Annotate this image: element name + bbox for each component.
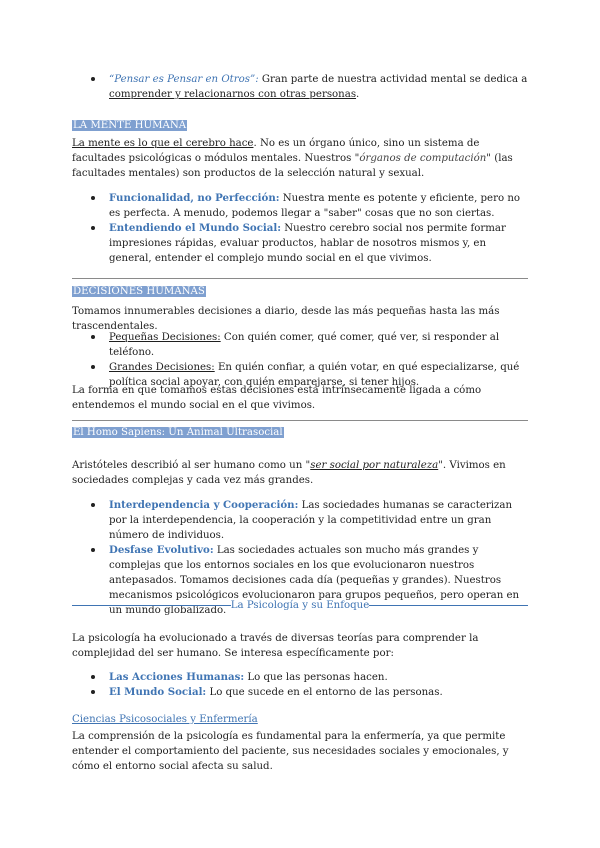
mente-bullet-list xyxy=(72,191,530,266)
italic-quote: ser social por naturaleza xyxy=(310,460,439,471)
paragraph-text-end: ". Vivimos en sociedades complejas y cada vez más grandes. xyxy=(72,460,506,486)
paragraph-text: . No es un órgano único, sino un sistema de facultades psicológicas o módulos mentales. Nuestros " xyxy=(72,138,480,164)
list-item xyxy=(72,191,530,221)
bullet-text: Gran parte de nuestra actividad mental se dedica a xyxy=(258,74,528,85)
section-heading-sapiens xyxy=(72,425,530,440)
paragraph-text-end: " (las facultades mentales) son productos de la selección natural y sexual. xyxy=(72,153,513,179)
bullet-dot-icon xyxy=(91,675,95,679)
underlined-phrase: comprender y relacionarnos con otras personas xyxy=(109,89,357,100)
section-heading-decisiones xyxy=(72,284,530,299)
bullet-dot-icon xyxy=(91,196,95,200)
bullet-text-end: . xyxy=(356,89,360,100)
bullet-text: Las sociedades actuales son mucho más grandes y complejas que los entornos sociales en los que evolucionaron nuestros antepasados. Tomamos decisiones cada día (pequeñas y grandes). Nuestros mecanismos psicológicos evolucionaron para grupos pequeños, pero operan en un mundo globalizado. xyxy=(109,545,520,616)
bullet-text: En quién confiar, a quién votar, en qué especializarse, qué política social apoyar, con quién emparejarse, si tener hijos. xyxy=(109,362,520,388)
bullet-text: Nuestra mente es potente y eficiente, pero no es perfecta. A menudo, podemos llegar a "saber" cosas que no son ciertas. xyxy=(109,193,521,219)
bullet-term: Funcionalidad, no Perfección: xyxy=(109,192,280,204)
section-heading-enfermeria xyxy=(72,712,530,727)
paragraph-decisiones-closing: La forma en que tomamos estas decisiones está intrínsecamente ligada a cómo entendemos el mundo social en el que vivimos. xyxy=(72,385,482,411)
italic-term: órganos de computación xyxy=(359,153,487,164)
paragraph-text: Aristóteles describió al ser humano como un " xyxy=(72,460,311,471)
decisiones-bullet-list xyxy=(72,330,530,390)
heading-text: La Psicología y su Enfoque xyxy=(230,600,370,611)
bullet-term: Pequeñas Decisiones: xyxy=(109,332,221,343)
bullet-dot-icon xyxy=(91,77,95,81)
bullet-term: Entendiendo el Mundo Social: xyxy=(109,222,282,234)
bullet-text: Nuestro cerebro social nos permite formar impresiones rápidas, evaluar productos, hablar de nosotros mismos y, en general, entender el complejo mundo social en el que vivimos. xyxy=(109,223,506,264)
bullet-text: Lo que sucede en el entorno de las personas. xyxy=(206,687,443,698)
bullet-term: Las Acciones Humanas: xyxy=(109,671,245,683)
bullet-term: El Mundo Social: xyxy=(109,686,207,698)
list-item xyxy=(72,72,530,102)
paragraph-mente xyxy=(72,136,530,181)
highlighted-heading: DECISIONES HUMANAS xyxy=(73,286,205,297)
bullet-term: Grandes Decisiones: xyxy=(109,362,215,373)
highlighted-heading: El Homo Sapiens: Un Animal Ultrasocial xyxy=(73,427,283,438)
heading-line-left xyxy=(72,605,231,606)
section-heading-mente xyxy=(72,118,530,133)
bullet-term: “Pensar es Pensar en Otros”: xyxy=(109,74,259,85)
list-item xyxy=(72,330,530,360)
bullet-text: Las sociedades humanas se caracterizan por la interdependencia, la cooperación y la competitividad entre un gran número de individuos. xyxy=(109,500,513,541)
enfoque-bullet-list xyxy=(72,670,530,700)
bullet-dot-icon xyxy=(91,226,95,230)
underlined-lead: La mente es lo que el cerebro hace xyxy=(72,138,254,149)
bullet-dot-icon xyxy=(91,503,95,507)
bullet-text: Lo que las personas hacen. xyxy=(244,672,388,683)
bullet-dot-icon xyxy=(91,548,95,552)
bullet-text: Con quién comer, qué comer, qué ver, si responder al teléfono. xyxy=(109,332,500,358)
bullet-term: Desfase Evolutivo: xyxy=(109,544,214,556)
bullet-dot-icon xyxy=(91,335,95,339)
underlined-heading: Ciencias Psicosociales y Enfermería xyxy=(72,714,258,725)
list-item xyxy=(72,670,530,685)
section-divider xyxy=(72,278,528,279)
heading-line-right xyxy=(369,605,528,606)
paragraph-enfermeria: La comprensión de la psicología es fundamental para la enfermería, ya que permite entender el comportamiento del paciente, sus necesidades sociales y emocionales, y cómo el entorno social afecta su salud. xyxy=(72,731,509,772)
paragraph-decisiones-intro: Tomamos innumerables decisiones a diario, desde las más pequeñas hasta las más trascendentales. xyxy=(72,306,500,332)
section-divider xyxy=(72,420,528,421)
section-heading-enfoque xyxy=(72,598,528,613)
intro-bullet-list xyxy=(72,72,530,102)
paragraph-sapiens xyxy=(72,458,530,488)
paragraph-enfoque-intro: La psicología ha evolucionado a través de diversas teorías para comprender la complejidad del ser humano. Se interesa específicamente por: xyxy=(72,633,479,659)
list-item xyxy=(72,221,530,266)
bullet-dot-icon xyxy=(91,690,95,694)
highlighted-heading: LA MENTE HUMANA xyxy=(73,120,187,131)
bullet-dot-icon xyxy=(91,365,95,369)
list-item xyxy=(72,498,530,543)
list-item xyxy=(72,685,530,700)
bullet-term: Interdependencia y Cooperación: xyxy=(109,499,299,511)
